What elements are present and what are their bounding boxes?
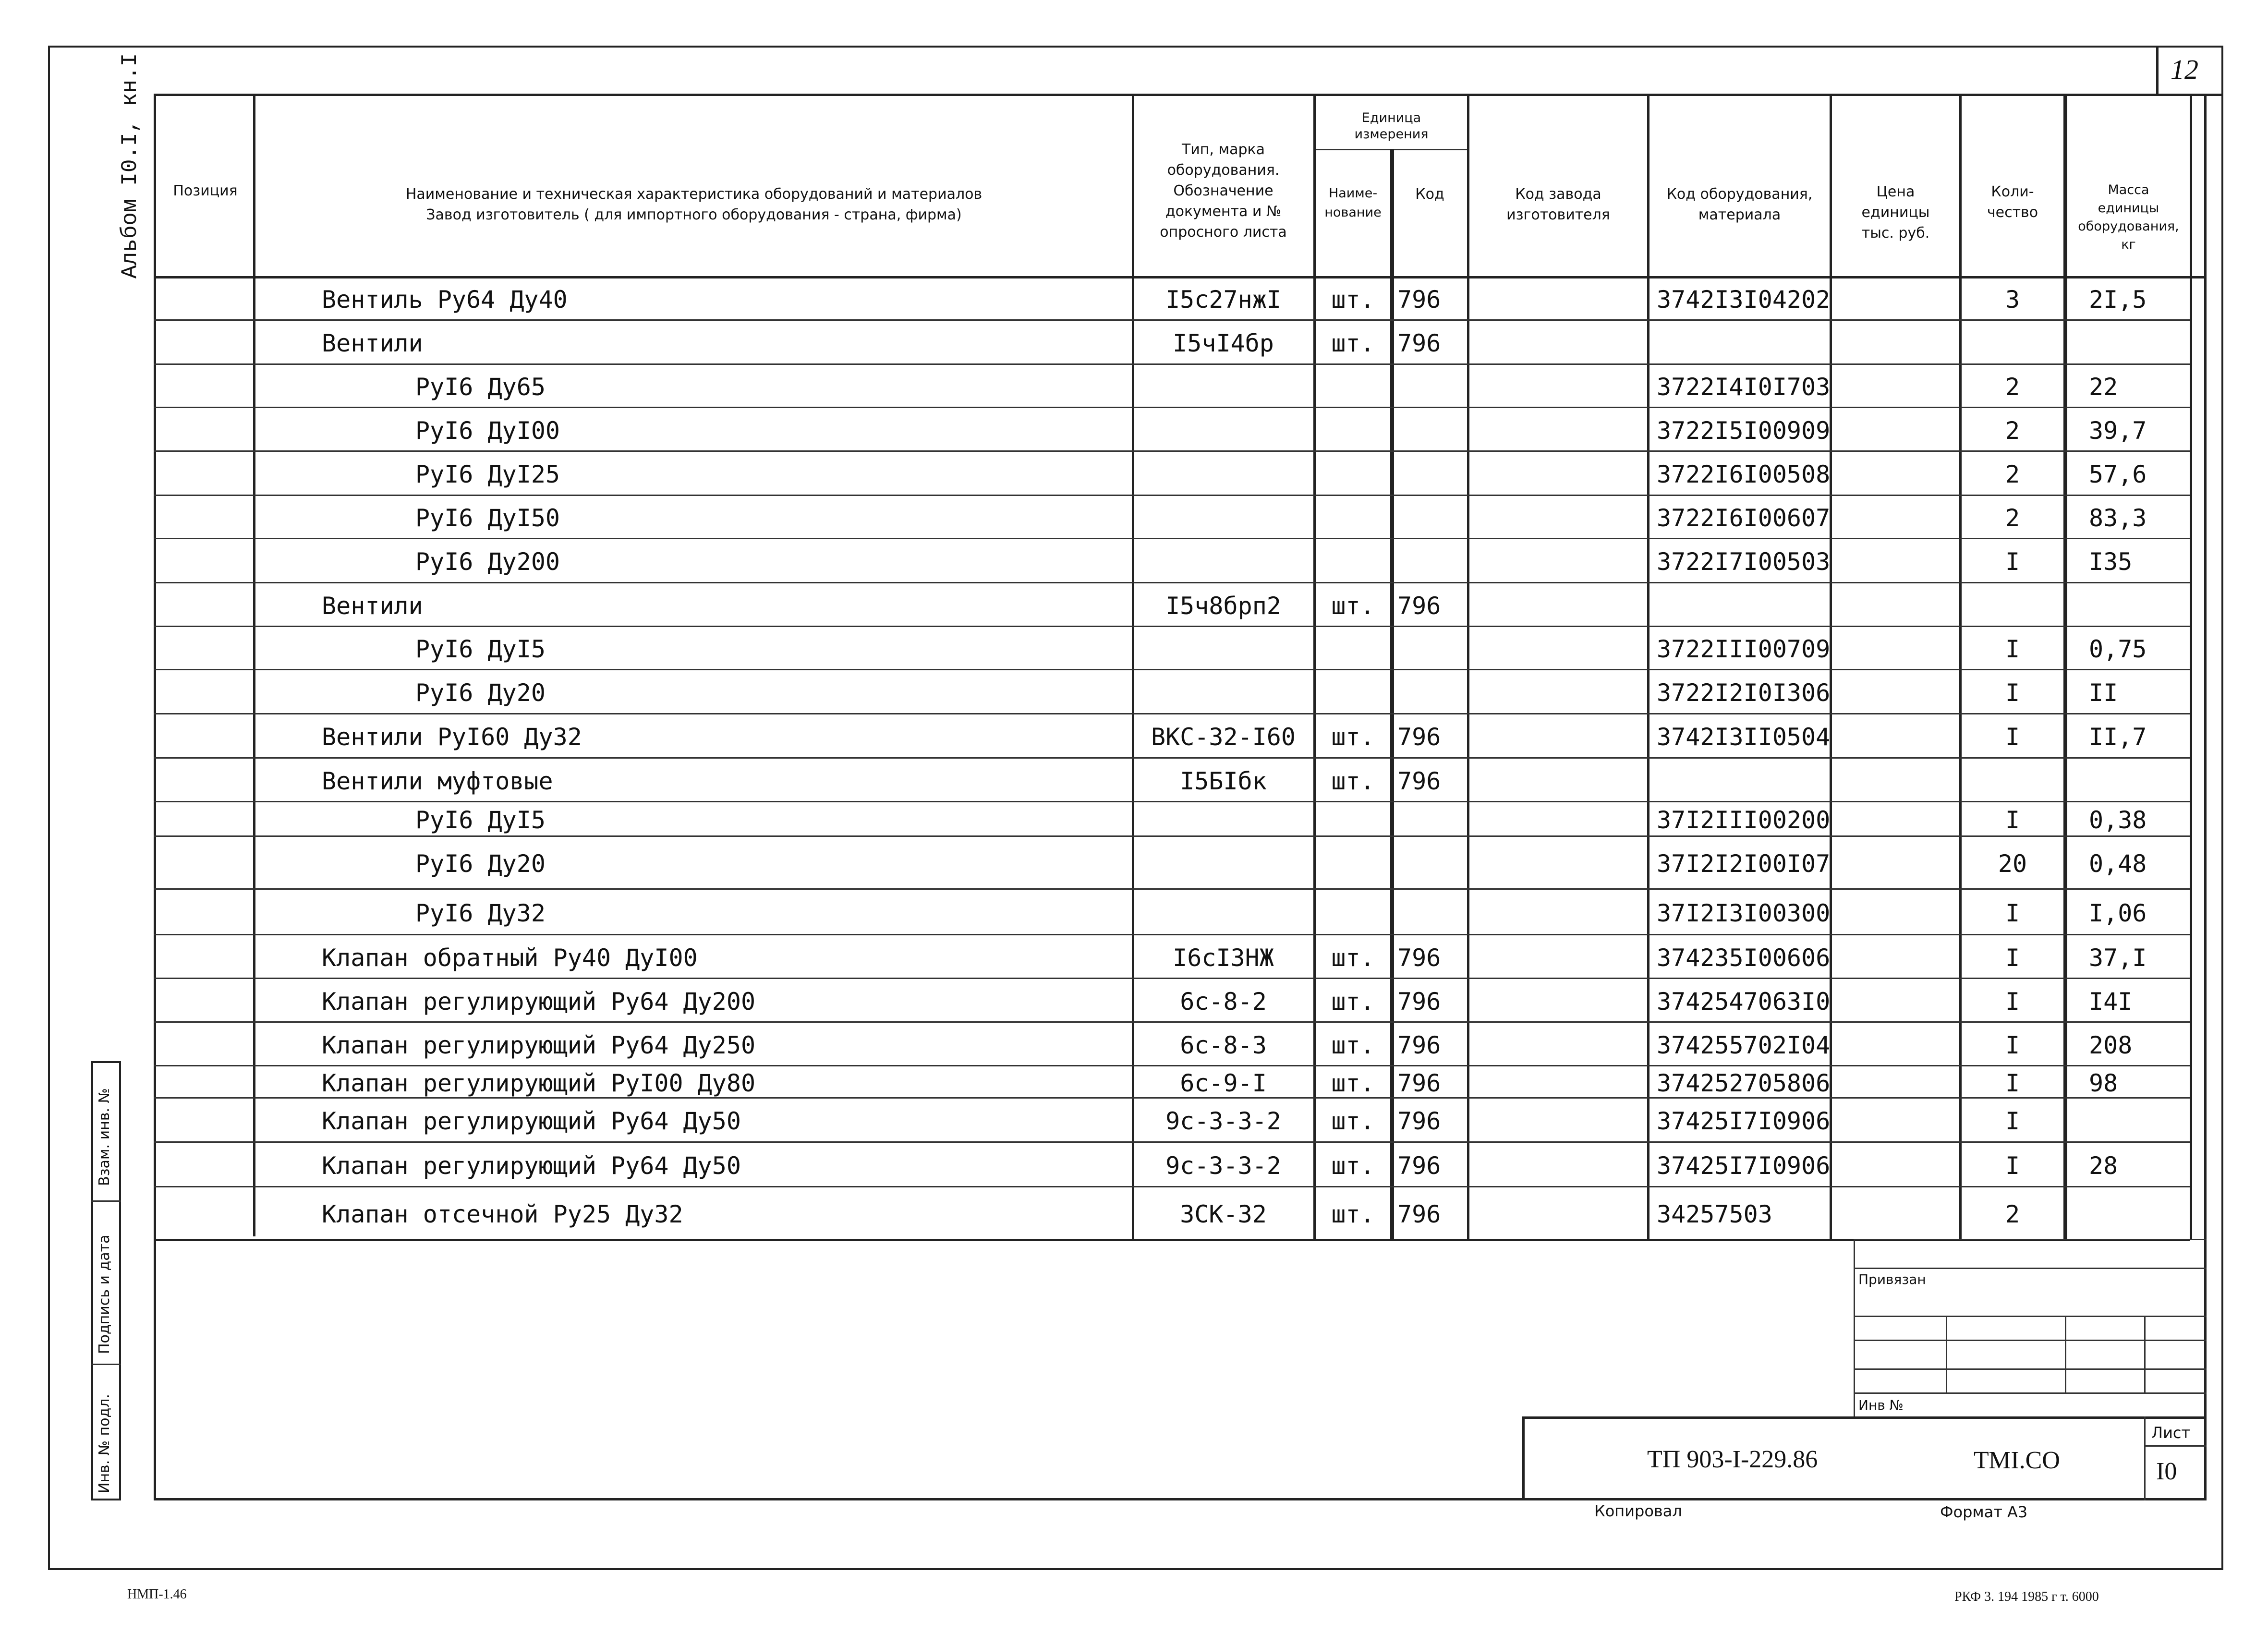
row-divider — [154, 363, 2190, 365]
hdr-price-2: единицы — [1861, 204, 1930, 221]
row-code: 796 — [1397, 286, 1441, 314]
row-unit: шт. — [1331, 1069, 1375, 1097]
row-divider — [154, 319, 2190, 321]
row-qty: I — [2005, 899, 2020, 927]
row-equip: 3722III00709 — [1657, 635, 1831, 663]
row-divider — [154, 407, 2190, 408]
row-qty: I — [2005, 1107, 2020, 1135]
row-code: 796 — [1397, 592, 1441, 620]
hdr-unit-name-2: нование — [1324, 205, 1382, 220]
row-mass: 57,6 — [2089, 460, 2147, 488]
row-mass: 0,75 — [2089, 635, 2147, 663]
row-divider — [154, 1021, 2190, 1023]
row-name: Клапан обратный Ру40 ДуI00 — [322, 944, 698, 972]
hdr-type-5: опросного листа — [1160, 224, 1287, 241]
row-unit: шт. — [1331, 767, 1375, 795]
hdr-type-1: Тип, марка — [1181, 141, 1265, 158]
row-name: РуI6 ДуI50 — [415, 504, 560, 532]
row-qty: 20 — [1998, 850, 2027, 878]
row-unit: шт. — [1331, 329, 1375, 357]
row-name: РуI6 ДуI5 — [415, 806, 546, 834]
row-name: Вентили — [322, 592, 423, 620]
row-name: Клапан регулирующий Ру64 Ду250 — [322, 1031, 756, 1059]
row-code: 796 — [1397, 944, 1441, 972]
row-mass: 208 — [2089, 1031, 2133, 1059]
hdr-factory-2: изготовителя — [1506, 206, 1610, 223]
row-code: 796 — [1397, 767, 1441, 795]
row-type: I6сI3НЖ — [1173, 944, 1274, 972]
row-unit: шт. — [1331, 944, 1375, 972]
row-unit: шт. — [1331, 1107, 1375, 1135]
row-mass: II,7 — [2089, 723, 2147, 751]
row-divider — [154, 801, 2190, 802]
format-label: Формат А3 — [1940, 1503, 2028, 1521]
row-equip: 374255702I04 — [1657, 1031, 1831, 1059]
row-equip: 37I2I2I00I07 — [1657, 850, 1831, 878]
row-name: РуI6 Ду20 — [415, 679, 546, 707]
copied-label: Копировал — [1594, 1502, 1682, 1520]
row-qty: I — [2005, 944, 2020, 972]
row-divider — [154, 538, 2190, 539]
row-unit: шт. — [1331, 592, 1375, 620]
row-qty: I — [2005, 1069, 2020, 1097]
hdr-type-4: документа и № — [1165, 203, 1282, 220]
row-name: Клапан регулирующий Ру64 Ду50 — [322, 1107, 741, 1135]
row-name: Клапан отсечной Ру25 Ду32 — [322, 1200, 683, 1228]
hdr-unit-2: измерения — [1354, 127, 1429, 142]
hdr-unit-code: Код — [1415, 186, 1444, 203]
row-mass: I,06 — [2089, 899, 2147, 927]
row-qty: I — [2005, 723, 2020, 751]
row-equip: 37425I7I0906 — [1657, 1107, 1831, 1135]
row-unit: шт. — [1331, 1031, 1375, 1059]
row-code: 796 — [1397, 988, 1441, 1016]
list-label: Лист — [2151, 1424, 2191, 1442]
row-code: 796 — [1397, 1152, 1441, 1180]
row-divider — [154, 450, 2190, 452]
row-type: 6с-9-I — [1180, 1069, 1267, 1097]
row-divider — [154, 713, 2190, 714]
hdr-qty-1: Коли- — [1991, 183, 2034, 200]
row-name: Клапан регулирующий Ру64 Ду200 — [322, 988, 756, 1016]
hdr-name-1: Наименование и техническая характеристика оборудований и материалов — [405, 186, 982, 203]
hdr-mass-3: оборудования, — [2078, 219, 2179, 234]
privyazan-label: Привязан — [1858, 1271, 1926, 1287]
row-mass: 0,38 — [2089, 806, 2147, 834]
hdr-price-1: Цена — [1876, 183, 1915, 200]
row-equip: 3722I6I00607 — [1657, 504, 1831, 532]
row-mass: 37,I — [2089, 944, 2147, 972]
hdr-position: Позиция — [173, 182, 238, 199]
title-inv-no-label: Инв № — [1858, 1397, 1904, 1413]
row-divider — [154, 626, 2190, 627]
hdr-unit-1: Единица — [1361, 110, 1421, 125]
row-name: РуI6 ДуI5 — [415, 635, 546, 663]
row-equip: 3722I5I00909 — [1657, 417, 1831, 445]
hdr-type-3: Обозначение — [1173, 182, 1273, 199]
row-qty: 2 — [2005, 417, 2020, 445]
row-name: Клапан регулирующий РуI00 Ду80 — [322, 1069, 756, 1097]
row-divider — [154, 495, 2190, 496]
form-code: НМП-1.46 — [127, 1587, 187, 1602]
row-equip: 3742I3II0504 — [1657, 723, 1831, 751]
row-equip: 3722I4I0I703 — [1657, 373, 1831, 401]
row-unit: шт. — [1331, 1200, 1375, 1228]
album-label: Альбом I0.I, кн.I — [118, 53, 143, 278]
row-name: РуI6 ДуI25 — [415, 460, 560, 488]
row-equip: 3722I6I00508 — [1657, 460, 1831, 488]
row-type: ВКС-32-I60 — [1151, 723, 1296, 751]
row-type: I5с27нжI — [1165, 286, 1281, 314]
row-equip: 374252705806 — [1657, 1069, 1831, 1097]
row-mass: 98 — [2089, 1069, 2118, 1097]
row-name: Клапан регулирующий Ру64 Ду50 — [322, 1152, 741, 1180]
row-type: I5БIбк — [1180, 767, 1267, 795]
hdr-mass-4: кг — [2121, 237, 2136, 252]
row-type: I5чI4бр — [1173, 329, 1274, 357]
row-name: Вентили — [322, 329, 423, 357]
row-divider — [154, 978, 2190, 979]
row-code: 796 — [1397, 723, 1441, 751]
row-qty: I — [2005, 1152, 2020, 1180]
row-code: 796 — [1397, 329, 1441, 357]
hdr-equip-1: Код оборудования, — [1666, 186, 1813, 203]
print-info: РКФ 3. 194 1985 г т. 6000 — [1954, 1589, 2099, 1604]
row-unit: шт. — [1331, 286, 1375, 314]
row-name: Вентили РуI60 Ду32 — [322, 723, 582, 751]
doc-code: ТП 903-I-229.86 — [1647, 1446, 1818, 1473]
row-equip: 3742I3I04202 — [1657, 286, 1831, 314]
row-name: Вентиль Ру64 Ду40 — [322, 286, 568, 314]
row-code: 796 — [1397, 1069, 1441, 1097]
row-qty: 3 — [2005, 286, 2020, 314]
row-name: РуI6 Ду65 — [415, 373, 546, 401]
row-divider — [154, 1097, 2190, 1099]
row-equip: 37I2III00200 — [1657, 806, 1831, 834]
row-qty: 2 — [2005, 504, 2020, 532]
doc-mark: ТМI.СО — [1974, 1447, 2060, 1474]
row-mass: 22 — [2089, 373, 2118, 401]
hdr-mass-1: Масса — [2108, 182, 2149, 197]
hdr-price-3: тыс. руб. — [1861, 225, 1930, 242]
row-divider — [154, 835, 2190, 837]
row-qty: I — [2005, 679, 2020, 707]
hdr-factory-1: Код завода — [1515, 186, 1601, 203]
row-divider — [154, 888, 2190, 890]
row-divider — [154, 1186, 2190, 1187]
row-qty: I — [2005, 548, 2020, 576]
row-mass: 2I,5 — [2089, 286, 2147, 314]
row-unit: шт. — [1331, 988, 1375, 1016]
row-equip: 374235I00606 — [1657, 944, 1831, 972]
row-qty: I — [2005, 1031, 2020, 1059]
row-qty: I — [2005, 988, 2020, 1016]
row-mass: 28 — [2089, 1152, 2118, 1180]
hdr-qty-2: чество — [1987, 204, 2038, 221]
row-mass: 39,7 — [2089, 417, 2147, 445]
side-sign-date: Подпись и дата — [96, 1234, 113, 1354]
row-equip: 37425I7I0906 — [1657, 1152, 1831, 1180]
row-name: Вентили муфтовые — [322, 767, 553, 795]
row-type: 9с-3-3-2 — [1165, 1107, 1281, 1135]
hdr-unit-name-1: Наиме- — [1328, 186, 1378, 201]
row-mass: I4I — [2089, 988, 2133, 1016]
row-equip: 3722I2I0I306 — [1657, 679, 1831, 707]
row-qty: I — [2005, 806, 2020, 834]
row-unit: шт. — [1331, 1152, 1375, 1180]
hdr-mass-2: единицы — [2098, 201, 2159, 216]
side-inv-no: Инв. № подл. — [96, 1394, 113, 1493]
row-divider — [154, 757, 2190, 759]
row-unit: шт. — [1331, 723, 1375, 751]
row-mass: I35 — [2089, 548, 2133, 576]
row-name: РуI6 Ду200 — [415, 548, 560, 576]
row-qty: I — [2005, 635, 2020, 663]
row-qty: 2 — [2005, 373, 2020, 401]
row-equip: 34257503 — [1657, 1200, 1772, 1228]
hdr-name-2: Завод изготовитель ( для импортного оборудования - страна, фирма) — [426, 206, 962, 223]
row-equip: 37I2I3I00300 — [1657, 899, 1831, 927]
row-qty: 2 — [2005, 1200, 2020, 1228]
row-code: 796 — [1397, 1200, 1441, 1228]
side-vzam: Взам. инв. № — [96, 1088, 113, 1186]
row-code: 796 — [1397, 1107, 1441, 1135]
row-mass: II — [2089, 679, 2118, 707]
row-equip: 3742547063I0 — [1657, 988, 1831, 1016]
row-divider — [154, 669, 2190, 670]
row-type: 6с-8-2 — [1180, 988, 1267, 1016]
row-qty: 2 — [2005, 460, 2020, 488]
row-name: РуI6 Ду20 — [415, 850, 546, 878]
row-type: 6с-8-3 — [1180, 1031, 1267, 1059]
list-number: I0 — [2156, 1458, 2177, 1485]
row-type: 9с-3-3-2 — [1165, 1152, 1281, 1180]
row-equip: 3722I7I00503 — [1657, 548, 1831, 576]
header-rule — [154, 276, 2207, 278]
hdr-equip-2: материала — [1698, 206, 1781, 223]
row-divider — [154, 1141, 2190, 1143]
row-divider — [154, 934, 2190, 935]
row-name: РуI6 ДуI00 — [415, 417, 560, 445]
hdr-type-2: оборудования. — [1167, 162, 1280, 179]
row-divider — [154, 582, 2190, 583]
row-code: 796 — [1397, 1031, 1441, 1059]
row-type: I5ч8брп2 — [1165, 592, 1281, 620]
row-mass: 83,3 — [2089, 504, 2147, 532]
row-mass: 0,48 — [2089, 850, 2147, 878]
page-number: 12 — [2171, 54, 2198, 85]
row-name: РуI6 Ду32 — [415, 899, 546, 927]
row-divider — [154, 1065, 2190, 1066]
row-type: 3СК-32 — [1180, 1200, 1267, 1228]
